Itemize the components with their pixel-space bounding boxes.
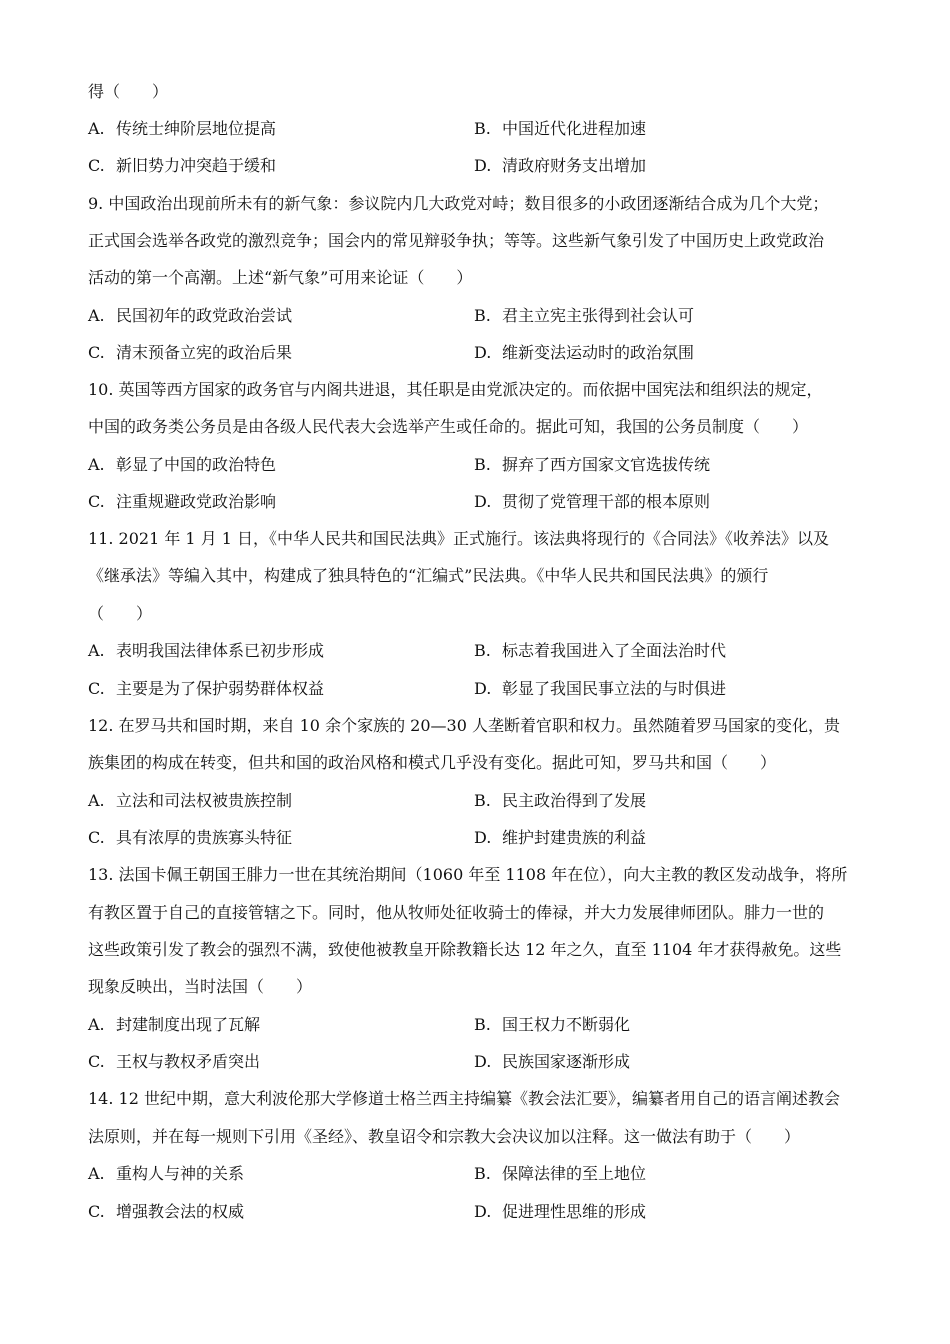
option-text: 清政府财务支出增加	[502, 156, 647, 175]
q9-option-a	[88, 306, 292, 326]
q13-option-a	[88, 1015, 260, 1035]
q11-stem-line: 《继承法》等编入其中，构建成了独具特色的“汇编式”民法典。《中华人民共和国民法典》的颁行	[88, 566, 769, 585]
option-text: 表明我国法律体系已初步形成	[116, 641, 325, 660]
q10-stem-line: 10. 英国等西方国家的政务官与内阁共进退，其任职是由党派决定的。而依据中国宪法和组织法的规定，	[88, 380, 823, 399]
q14-option-c	[88, 1202, 244, 1222]
option-letter: C.	[88, 828, 105, 847]
option-letter: B.	[474, 455, 491, 474]
q13-option-b	[474, 1015, 630, 1035]
q12-option-c	[88, 828, 292, 848]
option-text: 君主立宪主张得到社会认可	[502, 306, 695, 325]
q9-stem-line: 9. 中国政治出现前所未有的新气象：参议院内几大政党对峙；数目很多的小政团逐渐结合成为几个大党；	[88, 194, 829, 213]
option-text: 传统士绅阶层地位提高	[116, 119, 277, 138]
option-letter: D.	[474, 1202, 492, 1221]
q8-stem-tail: 得（ ）	[88, 82, 169, 101]
q14-stem-line: 法原则，并在每一规则下引用《圣经》、教皇诏令和宗教大会决议加以注释。这一做法有助于（ ）	[88, 1127, 801, 1146]
q10-option-d	[474, 492, 710, 512]
option-text: 新旧势力冲突趋于缓和	[116, 156, 277, 175]
option-text: 彰显了中国的政治特色	[116, 455, 277, 474]
q10-option-b	[474, 455, 710, 475]
q12-stem-line: 族集团的构成在转变，但共和国的政治风格和模式几乎没有变化。据此可知，罗马共和国（ ）	[88, 753, 777, 772]
q9-option-c	[88, 343, 292, 363]
q10-stem-line: 中国的政务类公务员是由各级人民代表大会选举产生或任命的。据此可知，我国的公务员制度（ ）	[88, 417, 809, 436]
q11-option-b	[474, 641, 726, 661]
option-text: 民国初年的政党政治尝试	[116, 306, 293, 325]
q9-option-d	[474, 343, 694, 363]
option-text: 国王权力不断弱化	[502, 1015, 631, 1034]
q12-option-b	[474, 791, 646, 811]
option-text: 贯彻了党管理干部的根本原则	[502, 492, 711, 511]
option-text: 增强教会法的权威	[116, 1202, 245, 1221]
option-text: 清末预备立宪的政治后果	[116, 343, 293, 362]
option-letter: D.	[474, 679, 492, 698]
option-letter: C.	[88, 679, 105, 698]
option-text: 中国近代化进程加速	[502, 119, 647, 138]
option-text: 民族国家逐渐形成	[502, 1052, 631, 1071]
option-letter: C.	[88, 1202, 105, 1221]
q11-stem-line: 11. 2021 年 1 月 1 日，《中华人民共和国民法典》正式施行。该法典将现行的《合同法》《收养法》以及	[88, 529, 830, 548]
q11-option-a	[88, 641, 324, 661]
option-text: 民主政治得到了发展	[502, 791, 647, 810]
q8-option-a	[88, 119, 276, 139]
q9-option-b	[474, 306, 694, 326]
option-text: 摒弃了西方国家文官选拔传统	[502, 455, 711, 474]
option-letter: D.	[474, 156, 492, 175]
q14-option-d	[474, 1202, 646, 1222]
option-letter: C.	[88, 492, 105, 511]
option-text: 维新变法运动时的政治氛围	[502, 343, 695, 362]
q12-stem-line: 12. 在罗马共和国时期，来自 10 余个家族的 20—30 人垄断着官职和权力。虽然随着罗马国家的变化，贵	[88, 716, 840, 735]
option-text: 主要是为了保护弱势群体权益	[116, 679, 325, 698]
option-letter: D.	[474, 1052, 492, 1071]
q11-option-d	[474, 679, 726, 699]
q13-stem-line: 这些政策引发了教会的强烈不满，致使他被教皇开除教籍长达 12 年之久，直至 1104 年才获得赦免。这些	[88, 940, 842, 959]
q8-option-b	[474, 119, 646, 139]
option-letter: C.	[88, 343, 105, 362]
option-letter: A.	[88, 1164, 105, 1183]
q12-option-a	[88, 791, 292, 811]
option-letter: C.	[88, 1052, 105, 1071]
option-text: 封建制度出现了瓦解	[116, 1015, 261, 1034]
option-letter: B.	[474, 306, 491, 325]
option-text: 立法和司法权被贵族控制	[116, 791, 293, 810]
q10-option-a	[88, 455, 276, 475]
q13-option-d	[474, 1052, 630, 1072]
q13-stem-line: 现象反映出，当时法国（ ）	[88, 977, 313, 996]
option-letter: B.	[474, 641, 491, 660]
option-text: 王权与教权矛盾突出	[116, 1052, 261, 1071]
q11-option-c	[88, 679, 324, 699]
option-letter: A.	[88, 455, 105, 474]
option-text: 彰显了我国民事立法的与时俱进	[502, 679, 727, 698]
q8-option-d	[474, 156, 646, 176]
option-letter: A.	[88, 791, 105, 810]
q9-stem-line: 正式国会选举各政党的激烈竞争；国会内的常见辩驳争执；等等。这些新气象引发了中国历史上政党政治	[88, 231, 825, 250]
option-text: 促进理性思维的形成	[502, 1202, 647, 1221]
q14-option-a	[88, 1164, 244, 1184]
option-letter: A.	[88, 306, 105, 325]
option-text: 保障法律的至上地位	[502, 1164, 647, 1183]
q12-option-d	[474, 828, 646, 848]
option-letter: C.	[88, 156, 105, 175]
option-letter: B.	[474, 119, 491, 138]
q10-option-c	[88, 492, 276, 512]
option-text: 注重规避政党政治影响	[116, 492, 277, 511]
q9-stem-line: 活动的第一个高潮。上述“新气象”可用来论证（ ）	[88, 268, 473, 287]
option-letter: D.	[474, 343, 492, 362]
option-letter: A.	[88, 1015, 105, 1034]
option-letter: D.	[474, 828, 492, 847]
q13-stem-line: 13. 法国卡佩王朝国王腓力一世在其统治期间（1060 年至 1108 年在位），向大主教的教区发动战争，将所	[88, 865, 848, 884]
q8-option-c	[88, 156, 276, 176]
option-letter: B.	[474, 791, 491, 810]
q14-option-b	[474, 1164, 646, 1184]
option-letter: B.	[474, 1015, 491, 1034]
option-text: 标志着我国进入了全面法治时代	[502, 641, 727, 660]
option-letter: D.	[474, 492, 492, 511]
q13-stem-line: 有教区置于自己的直接管辖之下。同时，他从牧师处征收骑士的俸禄，并大力发展律师团队。腓力一世的	[88, 903, 825, 922]
q13-option-c	[88, 1052, 260, 1072]
option-letter: B.	[474, 1164, 491, 1183]
option-text: 具有浓厚的贵族寡头特征	[116, 828, 293, 847]
option-letter: A.	[88, 641, 105, 660]
q11-stem-line: （ ）	[88, 604, 153, 623]
option-text: 重构人与神的关系	[116, 1164, 245, 1183]
q14-stem-line: 14. 12 世纪中期，意大利波伦那大学修道士格兰西主持编纂《教会法汇要》，编纂者用自己的语言阐述教会	[88, 1089, 840, 1108]
option-text: 维护封建贵族的利益	[502, 828, 647, 847]
option-letter: A.	[88, 119, 105, 138]
